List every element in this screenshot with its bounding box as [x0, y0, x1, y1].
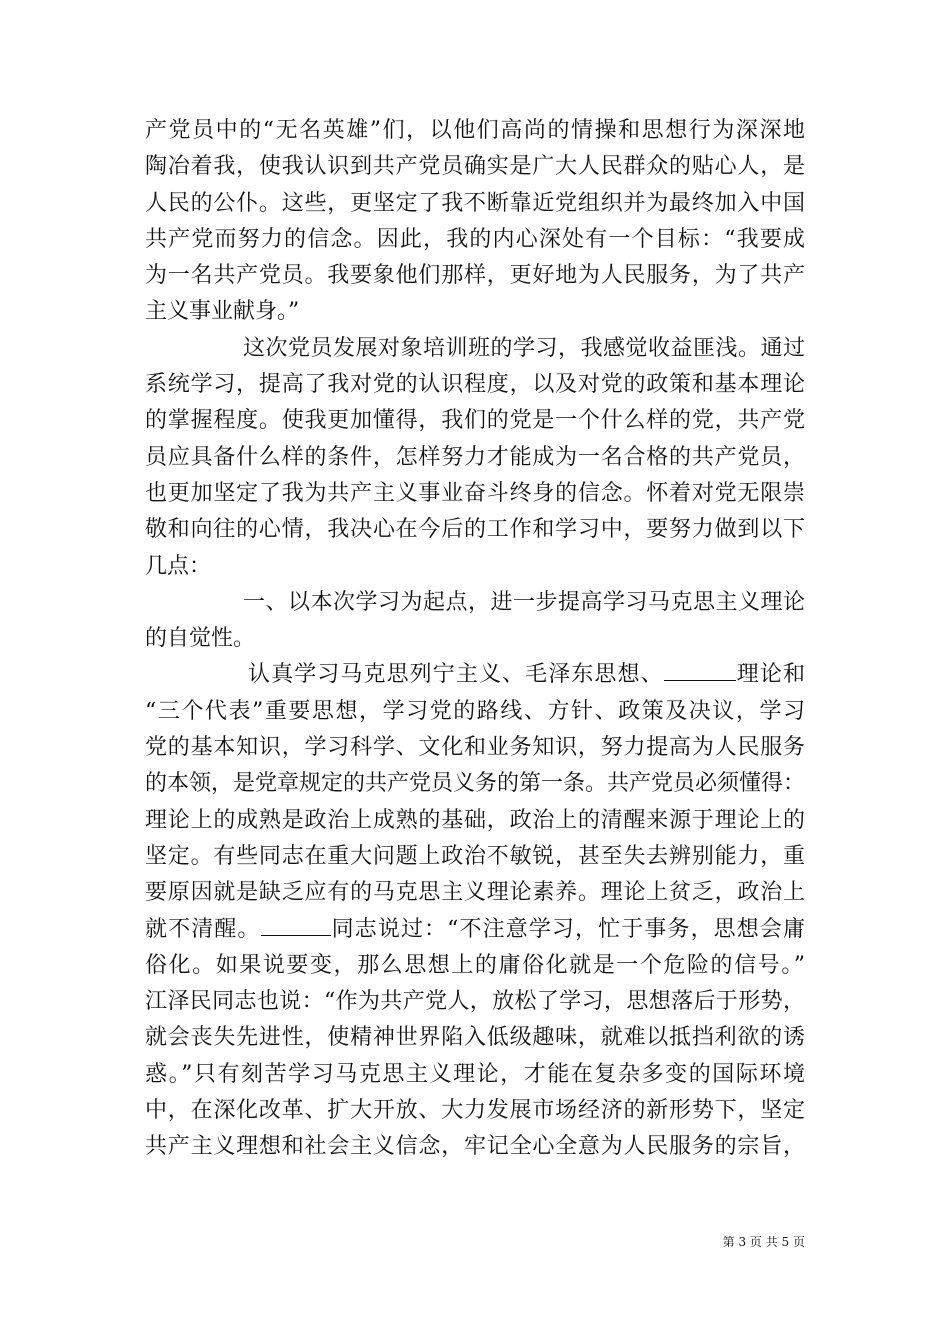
- text-line-with-blank: [145, 657, 805, 693]
- text-line: 要原因就是缺乏应有的马克思主义理论素养。理论上贫乏，政治上: [145, 880, 805, 906]
- fill-in-blank: [261, 917, 331, 936]
- text-line: 的掌握程度。使我更加懂得，我们的党是一个什么样的党，共产党: [145, 408, 805, 434]
- text-line: 就会丧失先进性，使精神世界陷入低级趣味，就难以抵挡利欲的诱: [145, 1025, 805, 1051]
- text-line: 共产党而努力的信念。因此，我的内心深处有一个目标：“我要成: [145, 226, 805, 252]
- text-line: 共产主义理想和社会主义信念，牢记全心全意为人民服务的宗旨，: [145, 1134, 805, 1160]
- text-line: 敬和向往的心情，我决心在今后的工作和学习中，要努力做到以下: [145, 517, 805, 543]
- section-heading-line: 的自觉性。: [145, 626, 256, 652]
- text-line: 系统学习，提高了我对党的认识程度，以及对党的政策和基本理论: [145, 372, 805, 398]
- text-line: 员应具备什么样的条件，怎样努力才能成为一名合格的共产党员，: [145, 444, 805, 470]
- fill-in-blank: [664, 662, 736, 681]
- text-line: 陶冶着我，使我认识到共产党员确实是广大人民群众的贴心人，是: [145, 154, 805, 180]
- text-line: 的本领，是党章规定的共产党员义务的第一条。共产党员必须懂得：: [145, 771, 806, 797]
- text-segment: 理论和: [735, 662, 805, 688]
- text-line: 惑。”只有刻苦学习马克思主义理论，才能在复杂多变的国际环境: [145, 1061, 805, 1087]
- text-segment: 就不清醒。: [145, 916, 261, 942]
- text-line: 俗化。如果说要变，那么思想上的庸俗化就是一个危险的信号。”: [145, 952, 805, 978]
- text-line: 主义事业献身。”: [145, 299, 300, 325]
- text-line: 也更加坚定了我为共产主义事业奋斗终身的信念。怀着对党无限崇: [145, 480, 805, 506]
- document-body: [145, 113, 805, 1166]
- text-line: 这次党员发展对象培训班的学习，我感觉收益匪浅。通过: [243, 335, 805, 361]
- text-line: 为一名共产党员。我要象他们那样，更好地为人民服务，为了共产: [145, 263, 805, 289]
- text-segment: 认真学习马克思列宁主义、毛泽东思想、: [248, 662, 664, 688]
- text-line: 党的基本知识，学习科学、文化和业务知识，努力提高为人民服务: [145, 735, 805, 761]
- text-line: 中，在深化改革、扩大开放、大力发展市场经济的新形势下，坚定: [145, 1098, 805, 1124]
- text-line: 人民的公仆。这些，更坚定了我不断靠近党组织并为最终加入中国: [145, 190, 805, 216]
- text-line: “三个代表”重要思想，学习党的路线、方针、政策及决议，学习: [145, 698, 805, 724]
- section-heading-line: 一、以本次学习为起点，进一步提高学习马克思主义理论: [243, 589, 805, 615]
- text-line: 理论上的成熟是政治上成熟的基础，政治上的清醒来源于理论上的: [145, 807, 805, 833]
- page-number-footer: 第 3 页 共 5 页: [722, 1235, 805, 1249]
- text-line: 江泽民同志也说：“作为共产党人，放松了学习，思想落后于形势，: [145, 989, 805, 1015]
- text-line: 几点：: [145, 553, 212, 579]
- text-line: 坚定。有些同志在重大问题上政治不敏锐，甚至失去辨别能力，重: [145, 843, 805, 869]
- text-segment: 同志说过：“不注意学习，忙于事务，思想会庸: [330, 916, 805, 942]
- text-line: 产党员中的“无名英雄”们，以他们高尚的情操和思想行为深深地: [145, 118, 805, 143]
- text-line-with-blank: [145, 912, 805, 948]
